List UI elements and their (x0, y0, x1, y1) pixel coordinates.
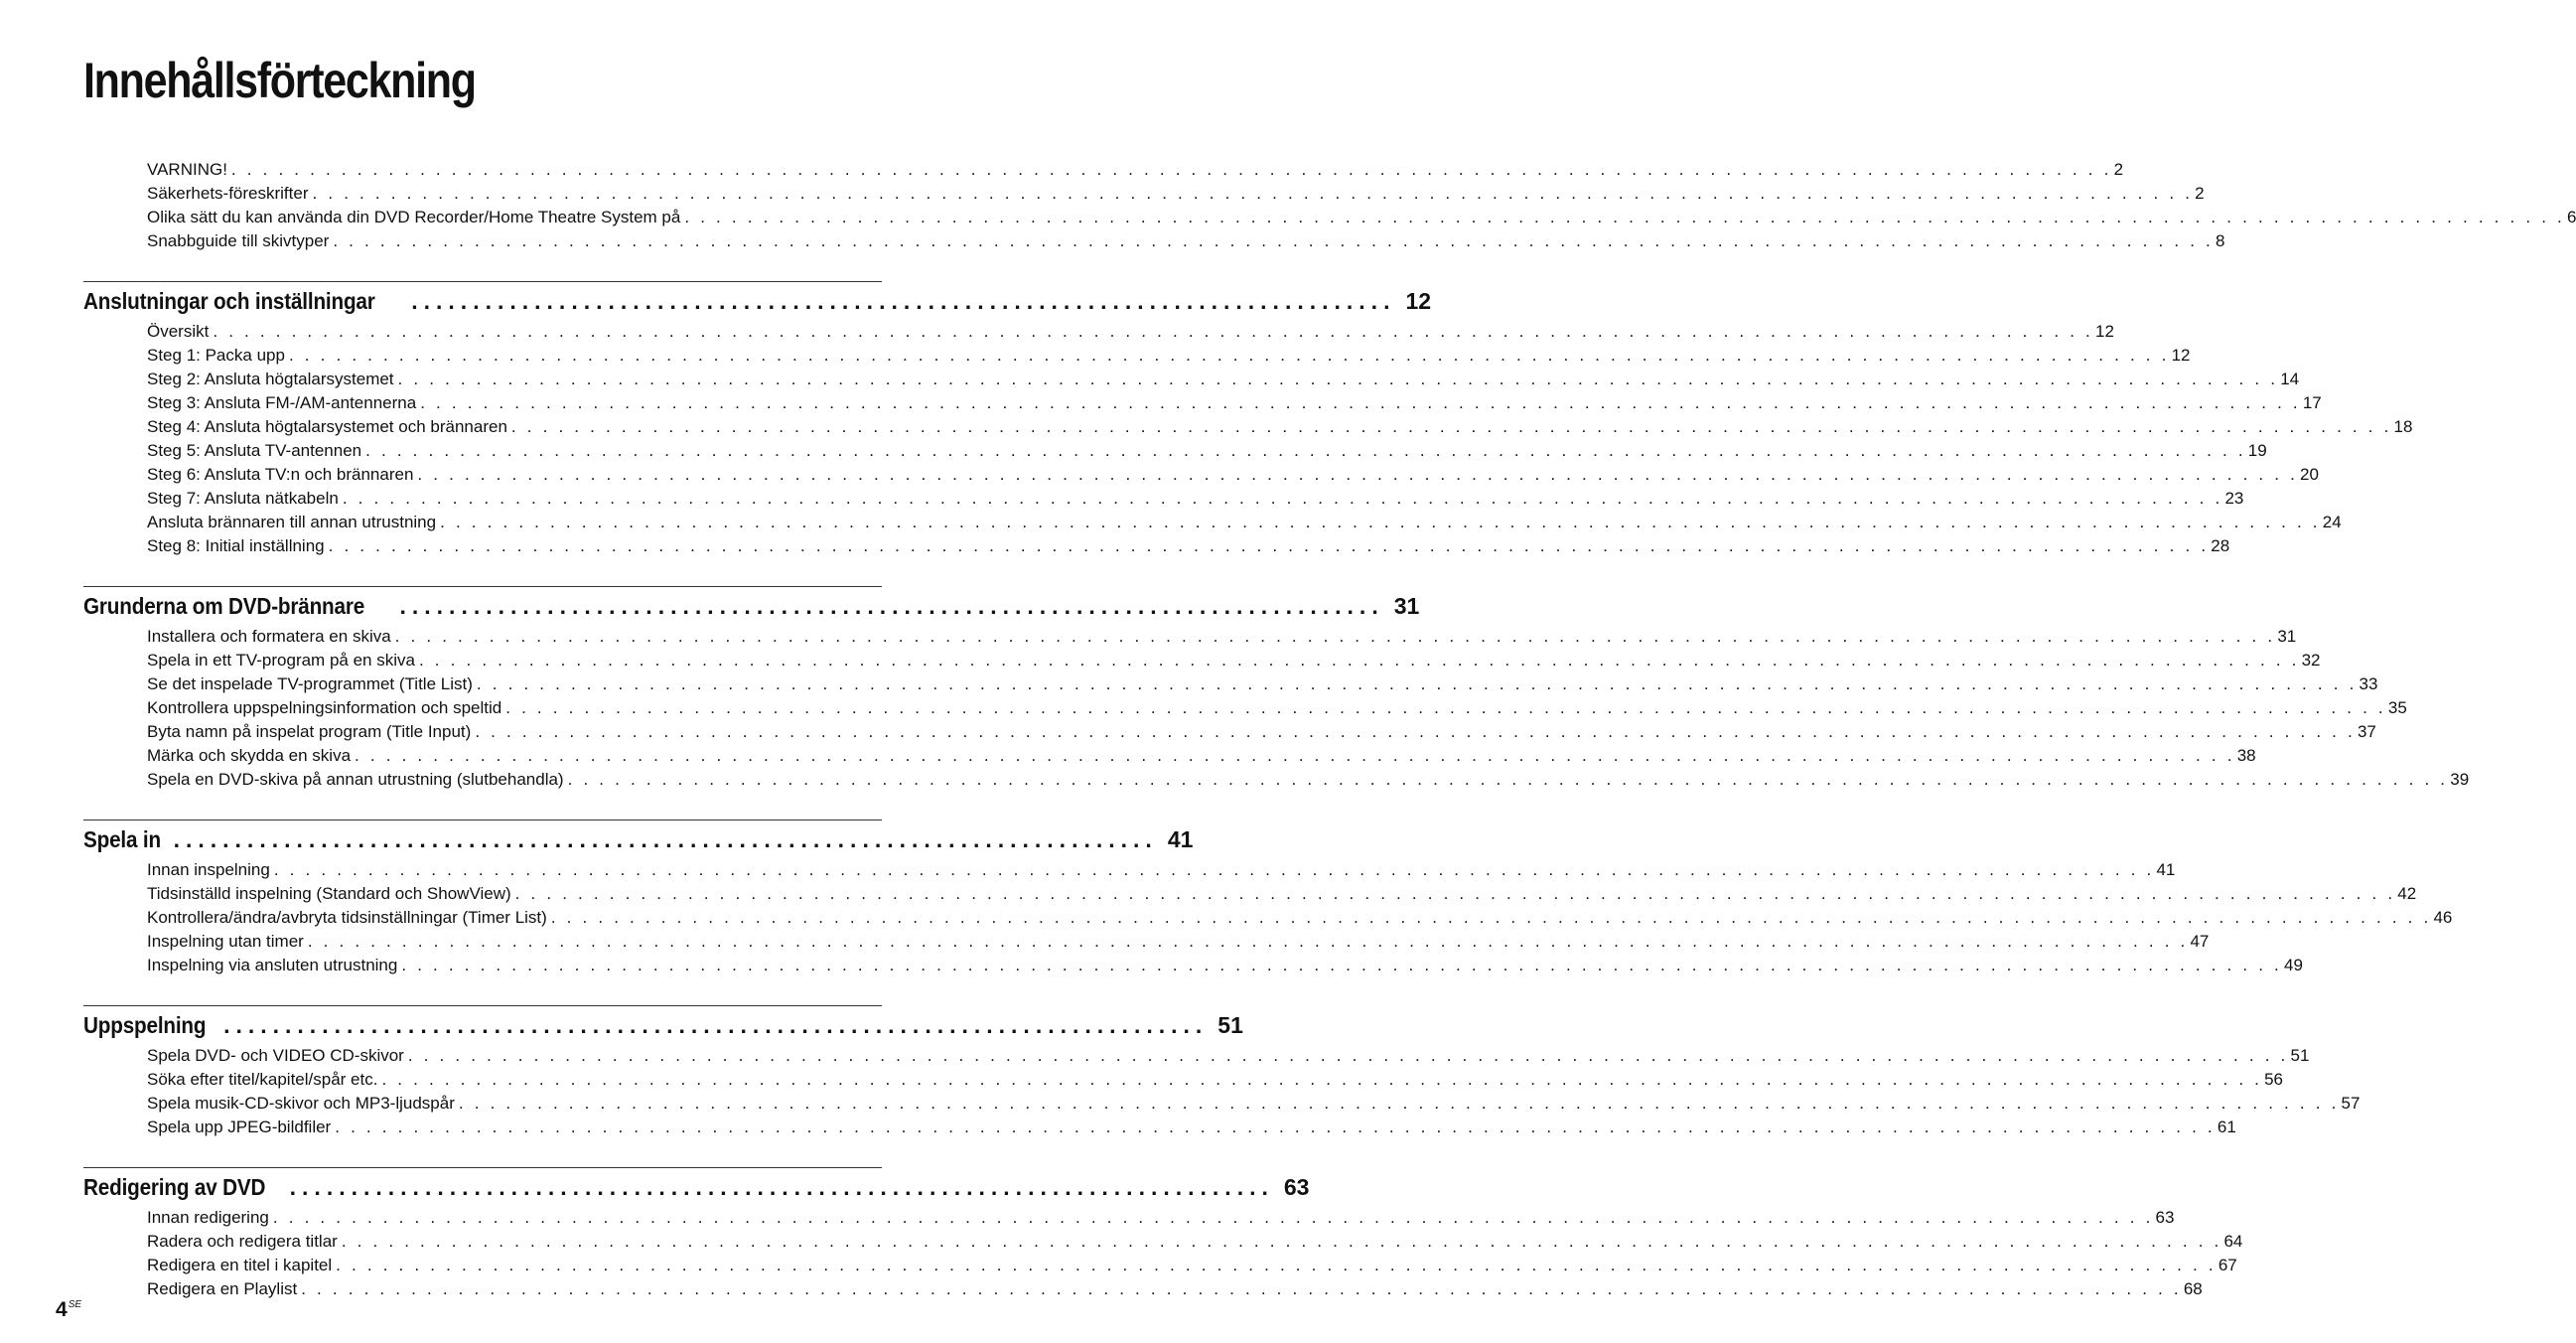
toc-section (83, 1005, 2361, 1139)
toc-entry[interactable] (147, 229, 2225, 253)
toc-entry[interactable] (147, 415, 2413, 439)
dot-leader: . . . . . . . . . . . . . . . . . . . . . . . . . . . . . . . . . . . . . . . . . . . . . . . . . . . . . . . . . . . . . . . . . . . . . . . . . . . . . . . . . . . . . . . . . . . . . . . . . . . . . . . . . . . . . . . . . . . . . . . . (230, 160, 2112, 179)
section-entry-list (147, 1206, 2243, 1301)
toc-entry-title: Spela musik-CD-skivor och MP3-ljudspår (147, 1094, 455, 1113)
toc-entry-page: 63 (2155, 1208, 2175, 1227)
toc-entry-title: Innan inspelning (147, 860, 270, 879)
toc-entry[interactable] (147, 649, 2321, 672)
toc-entry-page: 14 (2280, 370, 2300, 388)
toc-entry[interactable] (147, 744, 2256, 768)
dot-leader: ................................................................................ (223, 1012, 1209, 1038)
page-title: Innehållsförteckning (83, 53, 476, 108)
dot-leader: . . . . . . . . . . . . . . . . . . . . . . . . . . . . . . . . . . . . . . . . . . . . . . . . . . . . . . . . . . . . . . . . . . . . . . . . . . . . . . . . . . . . . . . . . . . . . . . . . . . . . . . . . . . . . . . . . . . . . . . . (417, 465, 2299, 484)
toc-entry[interactable] (147, 439, 2267, 463)
toc-entry-page: 32 (2301, 651, 2321, 670)
toc-entry-title: Säkerhets-föreskrifter (147, 184, 309, 203)
toc-entry[interactable] (147, 158, 2124, 182)
toc-entry[interactable] (147, 1044, 2310, 1068)
dot-leader: . . . . . . . . . . . . . . . . . . . . . . . . . . . . . . . . . . . . . . . . . . . . . . . . . . . . . . . . . . . . . . . . . . . . . . . . . . . . . . . . . . . . . . . . . . . . . . . . . . . . . . . . . . . . . . . . . . . . . . . . (365, 441, 2246, 460)
section-heading[interactable] (83, 1167, 1310, 1206)
section-entry-list (147, 1044, 2361, 1139)
toc-entry-page: 8 (2215, 231, 2225, 250)
toc-entry[interactable] (147, 720, 2376, 744)
toc-entry[interactable] (147, 930, 2210, 954)
toc-entry-title: Radera och redigera titlar (147, 1232, 338, 1251)
toc-entry[interactable] (147, 320, 2114, 344)
dot-leader: . . . . . . . . . . . . . . . . . . . . . . . . . . . . . . . . . . . . . . . . . . . . . . . . . . . . . . . . . . . . . . . . . . . . . . . . . . . . . . . . . . . . . . . . . . . . . . . . . . . . . . . . . . . . . . . . . . . . . . . . (328, 536, 2210, 555)
dot-leader: . . . . . . . . . . . . . . . . . . . . . . . . . . . . . . . . . . . . . . . . . . . . . . . . . . . . . . . . . . . . . . . . . . . . . . . . . . . . . . . . . . . . . . . . . . . . . . . . . . . . . . . . . . . . . . . . . . . . . . . . (475, 722, 2356, 741)
section-entry-list (147, 320, 2413, 558)
toc-entry-page: 12 (2171, 346, 2191, 365)
dot-leader: . . . . . . . . . . . . . . . . . . . . . . . . . . . . . . . . . . . . . . . . . . . . . . . . . . . . . . . . . . . . . . . . . . . . . . . . . . . . . . . . . . . . . . . . . . . . . . . . . . . . . . . . . . . . . . . . . . . . . . . . (418, 651, 2300, 670)
page-number (56, 1291, 81, 1324)
toc-entry-title: Se det inspelade TV-programmet (Title List) (147, 674, 473, 693)
toc-entry-page: 23 (2224, 489, 2244, 508)
section-heading-title: Uppspelning (83, 1012, 207, 1038)
section-heading-page: 51 (1217, 1012, 1243, 1038)
toc-section (83, 586, 2470, 792)
toc-entry-page: 28 (2211, 536, 2230, 555)
toc-entry-title: Inspelning utan timer (147, 932, 304, 951)
toc-entry-page: 6 (2566, 208, 2576, 226)
toc-entry-page: 18 (2393, 417, 2413, 436)
section-heading-title: Redigering av DVD (83, 1174, 266, 1200)
toc-entry-title: Steg 5: Ansluta TV-antennen (147, 441, 362, 460)
toc-entry-page: 17 (2302, 393, 2322, 412)
toc-entry-title: Spela en DVD-skiva på annan utrustning (slutbehandla) (147, 770, 564, 789)
toc-entry-page: 38 (2236, 746, 2256, 765)
section-heading-title: Grunderna om DVD-brännare (83, 593, 365, 619)
toc-entry[interactable] (147, 487, 2244, 511)
toc-entry-title: Kontrollera uppspelningsinformation och speltid (147, 698, 502, 717)
dot-leader: . . . . . . . . . . . . . . . . . . . . . . . . . . . . . . . . . . . . . . . . . . . . . . . . . . . . . . . . . . . . . . . . . . . . . . . . . . . . . . . . . . . . . . . . . . . . . . . . . . . . . . . . . . . . . . . . . . . . . . . . (394, 627, 2276, 646)
toc-entry-page: 2 (2113, 160, 2124, 179)
toc-entry-page: 31 (2277, 627, 2297, 646)
toc-entry-title: Redigera en titel i kapitel (147, 1256, 333, 1274)
dot-leader: . . . . . . . . . . . . . . . . . . . . . . . . . . . . . . . . . . . . . . . . . . . . . . . . . . . . . . . . . . . . . . . . . . . . . . . . . . . . . . . . . . . . . . . . . . . . . . . . . . . . . . . . . . . . . . . . . . . . . . . . (550, 908, 2432, 927)
toc-entry-title: Spela DVD- och VIDEO CD-skivor (147, 1046, 404, 1065)
toc-entry[interactable] (147, 1068, 2284, 1092)
toc-entry[interactable] (147, 1277, 2203, 1301)
section-heading-page: 31 (1393, 593, 1420, 619)
dot-leader: ................................................................................ (289, 1174, 1274, 1200)
toc-entry[interactable] (147, 182, 2205, 206)
dot-leader: . . . . . . . . . . . . . . . . . . . . . . . . . . . . . . . . . . . . . . . . . . . . . . . . . . . . . . . . . . . . . . . . . . . . . . . . . . . . . . . . . . . . . . . . . . . . . . . . . . . . . . . . . . . . . . . . . . . . . . . . (407, 1046, 2289, 1065)
toc-entry-page: 37 (2357, 722, 2376, 741)
section-heading[interactable] (83, 281, 1432, 320)
toc-entry-title: Inspelning via ansluten utrustning (147, 956, 398, 974)
toc-entry-title: Kontrollera/ändra/avbryta tidsinställningar (Timer List) (147, 908, 547, 927)
toc-entry[interactable] (147, 768, 2470, 792)
section-heading[interactable] (83, 820, 1194, 858)
toc-entry-page: 24 (2322, 513, 2342, 531)
dot-leader: . . . . . . . . . . . . . . . . . . . . . . . . . . . . . . . . . . . . . . . . . . . . . . . . . . . . . . . . . . . . . . . . . . . . . . . . . . . . . . . . . . . . . . . . . . . . . . . . . . . . . . . . . . . . . . . . . . . . . . . . (510, 417, 2392, 436)
page-number-suffix: SE (68, 1299, 82, 1310)
toc-entry-page: 64 (2223, 1232, 2243, 1251)
section-heading-title: Anslutningar och inställningar (83, 288, 375, 314)
dot-leader: . . . . . . . . . . . . . . . . . . . . . . . . . . . . . . . . . . . . . . . . . . . . . . . . . . . . . . . . . . . . . . . . . . . . . . . . . . . . . . . . . . . . . . . . . . . . . . . . . . . . . . . . . . . . . . . . . . . . . . . . (335, 1118, 2216, 1136)
toc-entry[interactable] (147, 1206, 2175, 1230)
dot-leader: . . . . . . . . . . . . . . . . . . . . . . . . . . . . . . . . . . . . . . . . . . . . . . . . . . . . . . . . . . . . . . . . . . . . . . . . . . . . . . . . . . . . . . . . . . . . . . . . . . . . . . . . . . . . . . . . . . . . . . . . (381, 1070, 2263, 1089)
toc-entry-title: Söka efter titel/kapitel/spår etc. (147, 1070, 378, 1089)
toc-entry[interactable] (147, 534, 2230, 558)
toc-entry-title: Redigera en Playlist (147, 1279, 298, 1298)
toc-section (83, 281, 2413, 558)
dot-leader: . . . . . . . . . . . . . . . . . . . . . . . . . . . . . . . . . . . . . . . . . . . . . . . . . . . . . . . . . . . . . . . . . . . . . . . . . . . . . . . . . . . . . . . . . . . . . . . . . . . . . . . . . . . . . . . . . . . . . . . . (273, 860, 2155, 879)
toc-entry-page: 19 (2247, 441, 2267, 460)
toc-entry-title: Översikt (147, 322, 210, 341)
dot-leader: . . . . . . . . . . . . . . . . . . . . . . . . . . . . . . . . . . . . . . . . . . . . . . . . . . . . . . . . . . . . . . . . . . . . . . . . . . . . . . . . . . . . . . . . . . . . . . . . . . . . . . . . . . . . . . . . . . . . . . . . (312, 184, 2194, 203)
dot-leader: . . . . . . . . . . . . . . . . . . . . . . . . . . . . . . . . . . . . . . . . . . . . . . . . . . . . . . . . . . . . . . . . . . . . . . . . . . . . . . . . . . . . . . . . . . . . . . . . . . . . . . . . . . . . . . . . . . . . . . . . (514, 884, 2396, 903)
toc-entry-page: 33 (2359, 674, 2378, 693)
toc-entry-page: 35 (2387, 698, 2407, 717)
dot-leader: . . . . . . . . . . . . . . . . . . . . . . . . . . . . . . . . . . . . . . . . . . . . . . . . . . . . . . . . . . . . . . . . . . . . . . . . . . . . . . . . . . . . . . . . . . . . . . . . . . . . . . . . . . . . . . . . . . . . . . . . (505, 698, 2386, 717)
toc-entry-page: 61 (2217, 1118, 2236, 1136)
toc-entry-title: Innan redigering (147, 1208, 269, 1227)
toc-entry[interactable] (147, 206, 2576, 229)
section-heading[interactable] (83, 586, 1420, 625)
dot-leader: . . . . . . . . . . . . . . . . . . . . . . . . . . . . . . . . . . . . . . . . . . . . . . . . . . . . . . . . . . . . . . . . . . . . . . . . . . . . . . . . . . . . . . . . . . . . . . . . . . . . . . . . . . . . . . . . . . . . . . . . (397, 370, 2279, 388)
toc-entry[interactable] (147, 906, 2453, 930)
toc-entry[interactable] (147, 391, 2322, 415)
toc-entry-title: VARNING! (147, 160, 227, 179)
dot-leader: . . . . . . . . . . . . . . . . . . . . . . . . . . . . . . . . . . . . . . . . . . . . . . . . . . . . . . . . . . . . . . . . . . . . . . . . . . . . . . . . . . . . . . . . . . . . . . . . . . . . . . . . . . . . . . . . . . . . . . . . (684, 208, 2565, 226)
toc-entry-title: Steg 3: Ansluta FM-/AM-antennerna (147, 393, 417, 412)
section-heading-page: 63 (1283, 1174, 1310, 1200)
dot-leader: . . . . . . . . . . . . . . . . . . . . . . . . . . . . . . . . . . . . . . . . . . . . . . . . . . . . . . . . . . . . . . . . . . . . . . . . . . . . . . . . . . . . . . . . . . . . . . . . . . . . . . . . . . . . . . . . . . . . . . . . (567, 770, 2449, 789)
dot-leader: . . . . . . . . . . . . . . . . . . . . . . . . . . . . . . . . . . . . . . . . . . . . . . . . . . . . . . . . . . . . . . . . . . . . . . . . . . . . . . . . . . . . . . . . . . . . . . . . . . . . . . . . . . . . . . . . . . . . . . . . (440, 513, 2321, 531)
toc-entry-page: 49 (2283, 956, 2303, 974)
toc-entry-title: Steg 2: Ansluta högtalarsystemet (147, 370, 394, 388)
toc-entry[interactable] (147, 882, 2417, 906)
toc-entry-page: 67 (2218, 1256, 2237, 1274)
toc-entry-title: Installera och formatera en skiva (147, 627, 391, 646)
toc-entry-title: Steg 4: Ansluta högtalarsystemet och brännaren (147, 417, 507, 436)
toc-entry-page: 56 (2264, 1070, 2284, 1089)
toc-entry-title: Steg 8: Initial inställning (147, 536, 325, 555)
toc-entry-page: 57 (2341, 1094, 2361, 1113)
dot-leader: . . . . . . . . . . . . . . . . . . . . . . . . . . . . . . . . . . . . . . . . . . . . . . . . . . . . . . . . . . . . . . . . . . . . . . . . . . . . . . . . . . . . . . . . . . . . . . . . . . . . . . . . . . . . . . . . . . . . . . . . (307, 932, 2189, 951)
toc-section (83, 820, 2453, 977)
dot-leader: . . . . . . . . . . . . . . . . . . . . . . . . . . . . . . . . . . . . . . . . . . . . . . . . . . . . . . . . . . . . . . . . . . . . . . . . . . . . . . . . . . . . . . . . . . . . . . . . . . . . . . . . . . . . . . . . . . . . . . . . (288, 346, 2170, 365)
toc-entry[interactable] (147, 344, 2191, 368)
toc-entry-title: Steg 6: Ansluta TV:n och brännaren (147, 465, 414, 484)
toc-entry-page: 51 (2290, 1046, 2310, 1065)
toc-entry[interactable] (147, 463, 2319, 487)
section-heading-page: 41 (1167, 826, 1194, 852)
dot-leader: . . . . . . . . . . . . . . . . . . . . . . . . . . . . . . . . . . . . . . . . . . . . . . . . . . . . . . . . . . . . . . . . . . . . . . . . . . . . . . . . . . . . . . . . . . . . . . . . . . . . . . . . . . . . . . . . . . . . . . . . (476, 674, 2358, 693)
toc-entry[interactable] (147, 1230, 2243, 1254)
toc-entry[interactable] (147, 1092, 2361, 1116)
toc-entry[interactable] (147, 954, 2303, 977)
toc-entry[interactable] (147, 672, 2378, 696)
toc-entry-page: 20 (2300, 465, 2319, 484)
toc-entry-page: 2 (2195, 184, 2205, 203)
table-of-contents (83, 158, 2576, 1301)
toc-entry-title: Steg 1: Packa upp (147, 346, 285, 365)
toc-entry-title: Ansluta brännaren till annan utrustning (147, 513, 437, 531)
section-entry-list (147, 858, 2453, 977)
toc-entry-title: Olika sätt du kan använda din DVD Recorder/Home Theatre System på (147, 208, 681, 226)
toc-entry[interactable] (147, 1254, 2237, 1277)
page-number-value: 4 (56, 1298, 68, 1321)
toc-entry[interactable] (147, 511, 2342, 534)
section-heading-page: 12 (1405, 288, 1432, 314)
toc-entry[interactable] (147, 858, 2176, 882)
toc-entry-page: 12 (2094, 322, 2114, 341)
dot-leader: . . . . . . . . . . . . . . . . . . . . . . . . . . . . . . . . . . . . . . . . . . . . . . . . . . . . . . . . . . . . . . . . . . . . . . . . . . . . . . . . . . . . . . . . . . . . . . . . . . . . . . . . . . . . . . . . . . . . . . . . (420, 393, 2301, 412)
section-entry-list (147, 625, 2470, 792)
toc-entry-page: 41 (2156, 860, 2176, 879)
section-heading-title: Spela in (83, 826, 161, 852)
dot-leader: . . . . . . . . . . . . . . . . . . . . . . . . . . . . . . . . . . . . . . . . . . . . . . . . . . . . . . . . . . . . . . . . . . . . . . . . . . . . . . . . . . . . . . . . . . . . . . . . . . . . . . . . . . . . . . . . . . . . . . . . (272, 1208, 2154, 1227)
toc-entry[interactable] (147, 1116, 2236, 1139)
toc-entry-title: Tidsinställd inspelning (Standard och ShowView) (147, 884, 511, 903)
dot-leader: . . . . . . . . . . . . . . . . . . . . . . . . . . . . . . . . . . . . . . . . . . . . . . . . . . . . . . . . . . . . . . . . . . . . . . . . . . . . . . . . . . . . . . . . . . . . . . . . . . . . . . . . . . . . . . . . . . . . . . . . (401, 956, 2282, 974)
toc-entry-title: Snabbguide till skivtyper (147, 231, 330, 250)
toc-section (83, 1167, 2243, 1301)
toc-entry[interactable] (147, 696, 2407, 720)
dot-leader: . . . . . . . . . . . . . . . . . . . . . . . . . . . . . . . . . . . . . . . . . . . . . . . . . . . . . . . . . . . . . . . . . . . . . . . . . . . . . . . . . . . . . . . . . . . . . . . . . . . . . . . . . . . . . . . . . . . . . . . . (341, 1232, 2222, 1251)
section-heading[interactable] (83, 1005, 1243, 1044)
toc-entry-title: Steg 7: Ansluta nätkabeln (147, 489, 339, 508)
dot-leader: . . . . . . . . . . . . . . . . . . . . . . . . . . . . . . . . . . . . . . . . . . . . . . . . . . . . . . . . . . . . . . . . . . . . . . . . . . . . . . . . . . . . . . . . . . . . . . . . . . . . . . . . . . . . . . . . . . . . . . . . (342, 489, 2223, 508)
toc-entry-title: Spela in ett TV-program på en skiva (147, 651, 415, 670)
intro-entry-list (147, 158, 2576, 253)
dot-leader: . . . . . . . . . . . . . . . . . . . . . . . . . . . . . . . . . . . . . . . . . . . . . . . . . . . . . . . . . . . . . . . . . . . . . . . . . . . . . . . . . . . . . . . . . . . . . . . . . . . . . . . . . . . . . . . . . . . . . . . . (458, 1094, 2340, 1113)
toc-entry-page: 68 (2183, 1279, 2203, 1298)
dot-leader: ................................................................................ (411, 288, 1396, 314)
toc-entry-page: 46 (2433, 908, 2453, 927)
toc-entry-page: 42 (2397, 884, 2417, 903)
section-list (83, 281, 2470, 1301)
dot-leader: . . . . . . . . . . . . . . . . . . . . . . . . . . . . . . . . . . . . . . . . . . . . . . . . . . . . . . . . . . . . . . . . . . . . . . . . . . . . . . . . . . . . . . . . . . . . . . . . . . . . . . . . . . . . . . . . . . . . . . . . (355, 746, 2235, 765)
toc-entry[interactable] (147, 625, 2297, 649)
dot-leader: . . . . . . . . . . . . . . . . . . . . . . . . . . . . . . . . . . . . . . . . . . . . . . . . . . . . . . . . . . . . . . . . . . . . . . . . . . . . . . . . . . . . . . . . . . . . . . . . . . . . . . . . . . . . . . . . . . . . . . . . (336, 1256, 2217, 1274)
dot-leader: ................................................................................ (173, 826, 1158, 852)
dot-leader: . . . . . . . . . . . . . . . . . . . . . . . . . . . . . . . . . . . . . . . . . . . . . . . . . . . . . . . . . . . . . . . . . . . . . . . . . . . . . . . . . . . . . . . . . . . . . . . . . . . . . . . . . . . . . . . . . . . . . . . . (333, 231, 2214, 250)
dot-leader: ................................................................................ (399, 593, 1384, 619)
dot-leader: . . . . . . . . . . . . . . . . . . . . . . . . . . . . . . . . . . . . . . . . . . . . . . . . . . . . . . . . . . . . . . . . . . . . . . . . . . . . . . . . . . . . . . . . . . . . . . . . . . . . . . . . . . . . . . . . . . . . . . . . (213, 322, 2093, 341)
dot-leader: . . . . . . . . . . . . . . . . . . . . . . . . . . . . . . . . . . . . . . . . . . . . . . . . . . . . . . . . . . . . . . . . . . . . . . . . . . . . . . . . . . . . . . . . . . . . . . . . . . . . . . . . . . . . . . . . . . . . . . . . (301, 1279, 2182, 1298)
toc-entry[interactable] (147, 368, 2300, 391)
toc-entry-title: Märka och skydda en skiva (147, 746, 352, 765)
toc-entry-title: Byta namn på inspelat program (Title Input) (147, 722, 472, 741)
toc-entry-title: Spela upp JPEG-bildfiler (147, 1118, 332, 1136)
toc-entry-page: 47 (2190, 932, 2210, 951)
toc-entry-page: 39 (2450, 770, 2470, 789)
